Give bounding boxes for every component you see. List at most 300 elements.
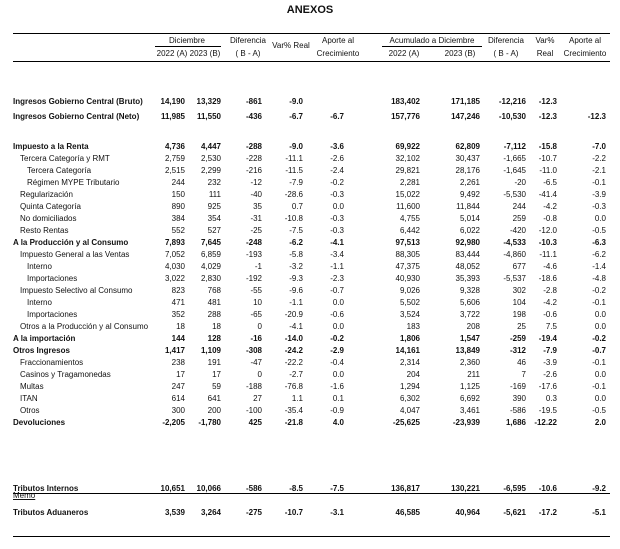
cell: 4,736	[164, 142, 185, 151]
cell: 471	[171, 298, 185, 307]
cell: 300	[171, 406, 185, 415]
row-label: Resto Rentas	[20, 226, 69, 235]
cell: -0.5	[592, 406, 606, 415]
cell: -5,530	[503, 190, 526, 199]
cell: 208	[466, 322, 480, 331]
cell: 2,759	[164, 154, 185, 163]
cell: -0.8	[543, 214, 557, 223]
cell: -12.3	[538, 97, 557, 106]
row-label: Importaciones	[27, 310, 78, 319]
cell: -0.2	[592, 286, 606, 295]
cell: -1.4	[592, 262, 606, 271]
cell: -8.5	[289, 484, 303, 493]
cell: -1,780	[198, 418, 221, 427]
table-bottom-rule	[13, 536, 610, 537]
cell: -216	[245, 166, 262, 175]
cell: 925	[207, 202, 221, 211]
cell: -308	[245, 346, 262, 355]
cell: -6.5	[543, 178, 557, 187]
cell: -3.9	[592, 190, 606, 199]
cell: -0.7	[592, 346, 606, 355]
cell: 6,859	[200, 250, 221, 259]
cell: -31	[250, 214, 262, 223]
header-diferencia: Diferencia	[229, 36, 266, 45]
cell: 9,492	[459, 190, 480, 199]
table-row	[0, 286, 620, 296]
row-label: Otros	[20, 406, 40, 415]
row-label: A la importación	[13, 334, 76, 343]
table-row	[0, 214, 620, 224]
cell: 0.0	[594, 322, 606, 331]
row-label: Fraccionamientos	[20, 358, 84, 367]
cell: -275	[245, 508, 262, 517]
cell: -3.1	[330, 508, 344, 517]
cell: 3,524	[399, 310, 420, 319]
cell: 11,550	[196, 112, 221, 121]
cell: 18	[212, 322, 221, 331]
cell: -0.2	[592, 334, 606, 343]
cell: -0.3	[330, 190, 344, 199]
cell: -25,625	[392, 418, 420, 427]
cell: 9,328	[459, 286, 480, 295]
row-label: Quinta Categoría	[20, 202, 81, 211]
cell: 481	[207, 298, 221, 307]
cell: 1,417	[164, 346, 185, 355]
cell: -3.4	[330, 250, 344, 259]
cell: -19.4	[538, 334, 557, 343]
cell: 83,444	[455, 250, 480, 259]
table-row	[0, 262, 620, 272]
cell: 0	[257, 370, 262, 379]
cell: -2.8	[543, 286, 557, 295]
cell: 232	[207, 178, 221, 187]
cell: 7	[521, 370, 526, 379]
table-row	[0, 226, 620, 236]
cell: -6.2	[592, 250, 606, 259]
cell: -10.3	[538, 238, 557, 247]
cell: 238	[171, 358, 185, 367]
cell: -0.6	[330, 310, 344, 319]
table-row	[0, 154, 620, 164]
cell: 2,261	[459, 178, 480, 187]
cell: -6.3	[592, 238, 606, 247]
cell: 823	[171, 286, 185, 295]
cell: -12	[250, 178, 262, 187]
cell: -2.9	[330, 346, 344, 355]
cell: -2.3	[330, 274, 344, 283]
cell: -2.1	[592, 166, 606, 175]
cell: 5,014	[459, 214, 480, 223]
table-row	[0, 394, 620, 404]
cell: -41.4	[538, 190, 557, 199]
row-label: Devoluciones	[13, 418, 66, 427]
cell: -0.5	[592, 226, 606, 235]
header-aporte: Aporte al	[321, 36, 355, 45]
cell: -28.6	[284, 190, 303, 199]
table-row	[0, 112, 620, 122]
cell: 10	[253, 298, 262, 307]
header-acumulado-rule	[382, 46, 482, 47]
cell: -2.2	[592, 154, 606, 163]
cell: 0.7	[291, 202, 303, 211]
cell: 1,806	[399, 334, 420, 343]
cell: -1,645	[503, 166, 526, 175]
cell: -4.2	[543, 202, 557, 211]
row-label: Tercera Categoría y RMT	[20, 154, 110, 163]
row-label: Multas	[20, 382, 44, 391]
cell: 2,830	[200, 274, 221, 283]
cell: 527	[207, 226, 221, 235]
cell: -0.3	[592, 202, 606, 211]
cell: 0.0	[594, 394, 606, 403]
cell: -12.3	[538, 112, 557, 121]
row-label: Casinos y Tragamonedas	[20, 370, 111, 379]
cell: -11.1	[539, 250, 557, 259]
cell: 13,329	[196, 97, 221, 106]
cell: 768	[207, 286, 221, 295]
cell: -20	[514, 178, 526, 187]
cell: -7.9	[289, 178, 303, 187]
cell: 28,176	[455, 166, 480, 175]
cell: -12.22	[534, 418, 557, 427]
cell: 88,305	[395, 250, 420, 259]
cell: 0	[257, 322, 262, 331]
row-label: A la Producción y al Consumo	[13, 238, 129, 247]
cell: -0.1	[592, 178, 606, 187]
header-bottom-rule	[13, 61, 610, 62]
cell: 2.0	[594, 418, 606, 427]
cell: -7.5	[330, 484, 344, 493]
cell: 3,722	[459, 310, 480, 319]
header-top-rule	[13, 33, 610, 34]
cell: 7.5	[545, 322, 557, 331]
cell: -5,537	[503, 274, 526, 283]
cell: -11.1	[285, 154, 303, 163]
cell: -6.7	[330, 112, 344, 121]
cell: -11.5	[285, 166, 303, 175]
cell: -2,205	[162, 418, 185, 427]
row-label: Tributos Internos	[13, 484, 79, 493]
cell: -193	[245, 250, 262, 259]
cell: 4.0	[332, 418, 344, 427]
cell: 204	[406, 370, 420, 379]
cell: -1,665	[503, 154, 526, 163]
table-row	[0, 334, 620, 344]
header-varpct: Var%	[535, 36, 555, 45]
row-label: Tributos Aduaneros	[13, 508, 89, 517]
cell: 0.1	[332, 394, 344, 403]
cell: -35.4	[284, 406, 303, 415]
cell: 18	[176, 322, 185, 331]
cell: 259	[512, 214, 526, 223]
header-acum-2022: 2022 (A)	[388, 49, 420, 58]
cell: 677	[512, 262, 526, 271]
cell: -1	[254, 262, 262, 271]
cell: -7.9	[543, 346, 557, 355]
cell: 0.0	[332, 202, 344, 211]
header-acum-2023: 2023 (B)	[444, 49, 476, 58]
cell: 2,530	[200, 154, 221, 163]
table-row	[0, 142, 620, 152]
table-row	[0, 346, 620, 356]
table-row	[0, 178, 620, 188]
cell: -47	[250, 358, 262, 367]
header-varpct-real: Var% Real	[272, 41, 310, 50]
cell: -20.9	[284, 310, 303, 319]
row-label: Impuesto Selectivo al Consumo	[20, 286, 133, 295]
table-row	[0, 358, 620, 368]
cell: 6,442	[399, 226, 420, 235]
cell: 1,125	[459, 382, 480, 391]
row-label: Interno	[27, 262, 52, 271]
row-label: No domiciliados	[20, 214, 77, 223]
cell: 111	[208, 190, 221, 199]
cell: -76.8	[284, 382, 303, 391]
header-diciembre: Diciembre	[168, 36, 205, 45]
cell: -5,621	[503, 508, 526, 517]
cell: -6.2	[289, 238, 303, 247]
cell: 0.0	[332, 298, 344, 307]
cell: -1.1	[289, 298, 303, 307]
cell: -5.8	[289, 250, 303, 259]
cell: -420	[509, 226, 526, 235]
cell: 144	[171, 334, 185, 343]
cell: 352	[171, 310, 185, 319]
cell: -0.3	[330, 226, 344, 235]
cell: -4,860	[503, 250, 526, 259]
cell: 7,645	[200, 238, 221, 247]
cell: 10,651	[160, 484, 185, 493]
cell: -3.6	[330, 142, 344, 151]
cell: 46,585	[395, 508, 420, 517]
cell: 14,161	[395, 346, 420, 355]
cell: -312	[509, 346, 526, 355]
cell: 6,022	[459, 226, 480, 235]
cell: -259	[509, 334, 526, 343]
cell: -248	[245, 238, 262, 247]
cell: 183,402	[391, 97, 420, 106]
cell: 128	[207, 334, 221, 343]
cell: -4,533	[503, 238, 526, 247]
table-row	[0, 190, 620, 200]
table-row	[0, 238, 620, 248]
cell: 2,515	[164, 166, 185, 175]
cell: 40,930	[395, 274, 420, 283]
memo-label: Memo	[13, 491, 36, 500]
cell: 552	[171, 226, 185, 235]
cell: -2.7	[289, 370, 303, 379]
header-acumulado: Acumulado a Diciembre	[389, 36, 475, 45]
cell: 13,849	[455, 346, 480, 355]
cell: -0.1	[592, 298, 606, 307]
cell: -0.1	[592, 382, 606, 391]
cell: -10.8	[284, 214, 303, 223]
cell: -0.9	[330, 406, 344, 415]
cell: 641	[207, 394, 221, 403]
cell: 354	[207, 214, 221, 223]
cell: -586	[509, 406, 526, 415]
cell: -18.6	[538, 274, 557, 283]
cell: -17.2	[538, 508, 557, 517]
cell: -3.9	[543, 358, 557, 367]
cell: 614	[171, 394, 185, 403]
row-label: Impuesto General a las Ventas	[20, 250, 130, 259]
cell: 7,893	[164, 238, 185, 247]
cell: 890	[171, 202, 185, 211]
cell: -10.7	[284, 508, 303, 517]
cell: 48,052	[455, 262, 480, 271]
page-title: ANEXOS	[286, 4, 334, 16]
cell: -9.0	[289, 97, 303, 106]
cell: -19.5	[538, 406, 557, 415]
table-row	[0, 298, 620, 308]
memo-rule	[13, 493, 610, 494]
cell: 17	[212, 370, 221, 379]
cell: 4,030	[164, 262, 185, 271]
row-label: Regularización	[20, 190, 73, 199]
cell: 171,185	[451, 97, 480, 106]
cell: 0.0	[594, 310, 606, 319]
header-diciembre-rule	[155, 46, 221, 47]
cell: 147,246	[451, 112, 480, 121]
cell: -2.6	[330, 154, 344, 163]
table-row	[0, 166, 620, 176]
cell: -10.6	[538, 484, 557, 493]
table-row	[0, 370, 620, 380]
cell: -23,939	[452, 418, 480, 427]
cell: 11,600	[396, 202, 420, 211]
cell: -100	[245, 406, 262, 415]
cell: -12,216	[498, 97, 526, 106]
cell: -0.3	[330, 214, 344, 223]
cell: 6,692	[459, 394, 480, 403]
cell: 6,302	[399, 394, 420, 403]
cell: -9.0	[289, 142, 303, 151]
cell: -40	[250, 190, 262, 199]
cell: -7,112	[503, 142, 526, 151]
cell: -1.1	[330, 262, 344, 271]
row-label: Impuesto a la Renta	[13, 142, 89, 151]
cell: 425	[248, 418, 262, 427]
cell: -4.1	[330, 238, 344, 247]
cell: 92,980	[455, 238, 480, 247]
cell: 150	[171, 190, 185, 199]
cell: 247	[171, 382, 185, 391]
row-label: Ingresos Gobierno Central (Bruto)	[13, 97, 143, 106]
table-row	[0, 406, 620, 416]
cell: 2,314	[399, 358, 420, 367]
table-row	[0, 202, 620, 212]
row-label: Régimen MYPE Tributario	[27, 178, 120, 187]
cell: 10,066	[196, 484, 221, 493]
cell: -9.2	[592, 484, 606, 493]
cell: -0.4	[330, 358, 344, 367]
cell: 35	[253, 202, 262, 211]
cell: 3,539	[164, 508, 185, 517]
cell: -0.1	[592, 358, 606, 367]
row-label: ITAN	[20, 394, 38, 403]
cell: 1,686	[505, 418, 526, 427]
header-aporte2-sub: Crecimiento	[563, 49, 607, 58]
cell: 59	[212, 382, 221, 391]
cell: -14.0	[284, 334, 303, 343]
row-label: Interno	[27, 298, 52, 307]
cell: -12.3	[587, 112, 606, 121]
table-row	[0, 310, 620, 320]
cell: 40,964	[455, 508, 480, 517]
table-row	[0, 418, 620, 428]
cell: -25	[250, 226, 262, 235]
table-row	[0, 508, 620, 518]
cell: -12.0	[538, 226, 557, 235]
cell: -7.5	[289, 226, 303, 235]
cell: 1.1	[291, 394, 303, 403]
cell: -0.2	[330, 334, 344, 343]
cell: 15,022	[395, 190, 420, 199]
cell: 1,294	[399, 382, 420, 391]
cell: -6.7	[289, 112, 303, 121]
header-diferencia2-sub: ( B - A)	[493, 49, 519, 58]
cell: 384	[171, 214, 185, 223]
cell: 130,221	[451, 484, 480, 493]
cell: -861	[245, 97, 262, 106]
table-row	[0, 97, 620, 107]
cell: 11,844	[456, 202, 480, 211]
row-label: Otros Ingresos	[13, 346, 70, 355]
cell: 97,513	[395, 238, 420, 247]
cell: -2.6	[543, 370, 557, 379]
cell: 0.0	[594, 214, 606, 223]
row-label: Tercera Categoría	[27, 166, 92, 175]
table-row	[0, 250, 620, 260]
cell: 157,776	[391, 112, 420, 121]
header-aporte-sub: Crecimiento	[316, 49, 360, 58]
cell: 62,809	[455, 142, 480, 151]
cell: 244	[171, 178, 185, 187]
cell: 9,026	[399, 286, 420, 295]
cell: 0.0	[332, 370, 344, 379]
cell: 35,393	[455, 274, 480, 283]
cell: -65	[250, 310, 262, 319]
cell: 104	[512, 298, 526, 307]
cell: -169	[509, 382, 526, 391]
cell: -0.7	[330, 286, 344, 295]
cell: 244	[512, 202, 526, 211]
cell: 7,052	[164, 250, 185, 259]
cell: 27	[253, 394, 262, 403]
cell: 2,360	[459, 358, 480, 367]
cell: 3,264	[200, 508, 221, 517]
cell: 3,461	[459, 406, 480, 415]
cell: 183	[406, 322, 420, 331]
cell: -228	[245, 154, 262, 163]
cell: 2,281	[399, 178, 420, 187]
row-label: Otros a la Producción y al Consumo	[20, 322, 149, 331]
cell: 3,022	[164, 274, 185, 283]
header-aporte2: Aporte al	[568, 36, 602, 45]
cell: -4.2	[543, 298, 557, 307]
cell: -2.4	[330, 166, 344, 175]
cell: -9.3	[289, 274, 303, 283]
cell: -15.8	[538, 142, 557, 151]
cell: -17.6	[538, 382, 557, 391]
cell: 191	[207, 358, 221, 367]
cell: 198	[512, 310, 526, 319]
cell: 200	[207, 406, 221, 415]
cell: 17	[176, 370, 185, 379]
cell: 0.0	[594, 370, 606, 379]
cell: 288	[207, 310, 221, 319]
